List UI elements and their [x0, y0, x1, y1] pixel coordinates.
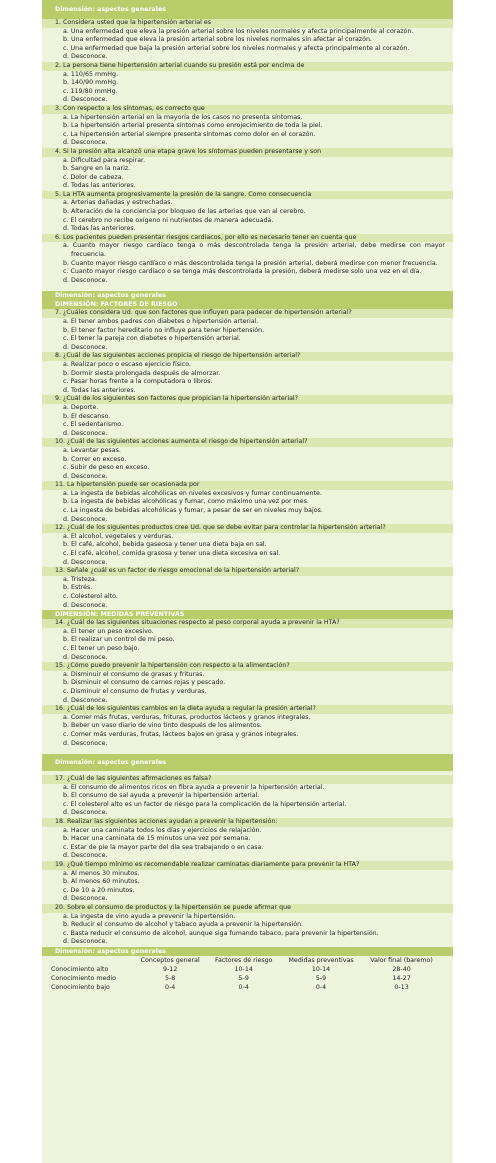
question-text: 19. ¿Qué tiempo mínimo es recomendable realizar caminatas diariamente para prevenir la HTA?: [42, 861, 453, 870]
answer-option: d. Desconoce.: [63, 472, 108, 480]
answer-option: a. La ingesta de bebidas alcohólicas en niveles excesivos y fumar continuamente.: [63, 489, 322, 497]
section-header-general-3: Dimensión: aspectos generales: [42, 754, 453, 771]
answer-option: a. Deporte.: [63, 403, 99, 411]
answer-option: b. Hacer una caminata de 15 minutos una vez por semana.: [63, 835, 251, 843]
table-row: [51, 965, 441, 974]
answer-option: b. Al menos 60 minutos.: [63, 878, 140, 886]
answer-option: a. Comer más frutas, verduras, frituras, productos lácteos y granos integrales.: [63, 713, 311, 721]
answer-option: b. Cuanto mayor riesgo cardíaco o más descontrolada tenga la presión arterial, deberá medirse con menor frecuencia.: [63, 259, 438, 267]
answer-option: b. La hipertensión arterial presenta síntomas como enrojecimiento de toda la piel.: [63, 122, 323, 130]
table-cell: 0-13: [394, 983, 409, 991]
answer-option: b. El café, alcohol, bebida gaseosa y tener una dieta baja en sal.: [63, 541, 267, 549]
answer-option: c. Basta reducir el consumo de alcohol, aunque siga fumando tabaco, para prevenir la hipertensión.: [63, 929, 379, 937]
answer-option: b. Disminuir el consumo de carnes rojas y pescado.: [63, 679, 226, 687]
question-text: 10. ¿Cuál de las siguientes acciones aumenta el riesgo de hipertensión arterial?: [42, 438, 453, 447]
answer-option: a. Arterias dañadas y estrechadas.: [63, 199, 173, 207]
questionnaire-sheet: [42, 0, 453, 1163]
question-text: 3. Con respecto a los síntomas, es correcto que: [42, 105, 453, 114]
answer-option: a. Cuanto mayor riesgo cardíaco tenga o más descontrolada tenga la presión arterial, debe medirse con mayor frecuencia.: [63, 242, 445, 259]
question-text: 6. Los pacientes pueden presentar riesgos cardíacos, por ello es necesario tener en cuenta que: [42, 234, 453, 243]
table-cell: 10-14: [234, 965, 253, 973]
answer-option: b. Beber un vaso diario de vino tinto después de los alimentos.: [63, 722, 262, 730]
answer-option: b. La ingesta de bebidas alcohólicas y fumar, como máximo una vez por mes.: [63, 498, 309, 506]
question-text: 12. ¿Cuál de los siguientes productos cree Ud. que se debe evitar para controlar la hipertensión arterial?: [42, 524, 453, 533]
column-header: [51, 956, 133, 965]
answer-option: d. Desconoce.: [63, 139, 108, 147]
answer-option: c. Colesterol alto.: [63, 593, 118, 600]
answer-option: a. Levantar pesas.: [63, 446, 121, 454]
table-cell: 0-4: [315, 983, 327, 991]
question-text: 18. Realizar las siguientes acciones ayudan a prevenir la hipertensión:: [42, 818, 453, 827]
table-row: [51, 983, 441, 992]
answer-option: c. Pasar horas frente a la computadora o libros.: [63, 378, 213, 386]
answer-option: c. 119/80 mmHg.: [63, 87, 118, 95]
answer-option: d. Todas las anteriores.: [63, 182, 136, 190]
question-text: 16. ¿Cuál de los siguientes cambios en la dieta ayuda a regular la presión arterial?: [42, 705, 453, 714]
answer-option: d. Desconoce.: [63, 739, 108, 747]
answer-option: d. Desconoce.: [63, 96, 108, 104]
scoring-table: [51, 956, 441, 992]
answer-option: b. El descanso.: [63, 412, 111, 420]
row-label: Conocimiento alto: [51, 965, 109, 973]
answer-option: d. Desconoce.: [63, 895, 108, 903]
answer-option: b. El tener factor hereditario no influye para tener hipertensión.: [63, 326, 265, 334]
answer-option: c. El sedentarismo.: [63, 421, 124, 429]
answer-option: a. Dificultad para respirar.: [63, 156, 146, 164]
row-label: Conocimiento medio: [51, 974, 116, 982]
table-cell: 5-8: [165, 974, 176, 982]
answer-option: b. El realizar un control de mi peso.: [63, 636, 175, 644]
answer-option: a. Disminuir el consumo de grasas y frituras.: [63, 670, 205, 678]
answer-option: a. El tener ambos padres con diabetes o hipertensión arterial.: [63, 318, 259, 325]
answer-option: c. El cerebro no recibe oxígeno ni nutrientes de manera adecuada.: [63, 216, 274, 224]
question-text: 4. Si la presión alta alcanzó una etapa grave los síntomas pueden presentarse y son: [42, 148, 453, 157]
question-text: 1. Considera usted que la hipertensión arterial es: [42, 19, 453, 28]
answer-option: a. Realizar poco o escaso ejercicio físico.: [63, 360, 191, 368]
question-block: [42, 309, 453, 610]
answer-option: a. Hacer una caminata todos los días y ejercicios de relajación.: [63, 826, 262, 834]
answer-option: d. Todas las anteriores.: [63, 386, 136, 394]
table-cell: 10-14: [311, 965, 331, 973]
answer-option: d. Desconoce.: [63, 343, 108, 351]
answer-option: d. Desconoce.: [63, 852, 108, 860]
answer-option: d. Desconoce.: [63, 558, 108, 566]
question-text: 13. Señale ¿cuál es un factor de riesgo emocional de la hipertensión arterial?: [42, 567, 453, 576]
question-text: 8. ¿Cuál de las siguientes acciones propicia el riesgo de hipertensión arterial?: [42, 352, 453, 361]
question-text: 15. ¿Cómo puedo prevenir la hipertensión con respecto a la alimentación?: [42, 662, 453, 671]
answer-option: d. Desconoce.: [63, 53, 108, 61]
question-text: 14. ¿Cuál de las siguientes situaciones respecto al peso corporal ayuda a prevenir la HTA?: [42, 619, 453, 628]
answer-option: d. Desconoce.: [63, 515, 108, 523]
question-block: [42, 619, 453, 748]
answer-option: c. Comer más verduras, frutas, lácteos bajos en grasa y granos integrales.: [63, 730, 299, 738]
question-text: 2. La persona tiene hipertensión arterial cuando su presión está por encima de: [42, 62, 453, 71]
question-text: 11. La hipertensión puede ser ocasionada por: [42, 481, 453, 490]
section-header-general: Dimensión: aspectos generales: [42, 0, 453, 19]
answer-option: c. El tener un peso bajo.: [63, 644, 140, 652]
answer-option: d. Desconoce.: [63, 696, 108, 704]
answer-option: d. Desconoce.: [63, 276, 108, 284]
section-header-general-4: Dimensión: aspectos generales: [42, 947, 453, 956]
table-cell: 9-12: [163, 965, 178, 973]
question-block: [42, 775, 453, 947]
answer-option: b. Alteración de la conciencia por bloqueo de las arterias que van al cerebro.: [63, 208, 306, 216]
answer-option: a. Una enfermedad que eleva la presión arterial sobre los niveles normales y afecta principalmente al corazón.: [63, 27, 414, 35]
table-cell: 5-9: [315, 974, 327, 982]
answer-option: c. Una enfermedad que baja la presión arterial sobre los niveles normales y afecta principalmente al corazón.: [63, 44, 410, 52]
table-cell: 28-40: [392, 965, 411, 973]
answer-option: c. El tener la pareja con diabetes o hipertensión arterial.: [63, 335, 241, 343]
answer-option: a. El tener un peso excesivo.: [63, 627, 154, 635]
table-header-row: [51, 956, 441, 965]
column-header: Medidas preventivas: [288, 956, 354, 964]
answer-option: c. El colesterol alto es un factor de riesgo para la complicación de la hipertensión arterial.: [63, 800, 347, 808]
answer-option: d. Desconoce.: [63, 809, 108, 817]
answer-option: c. Dolor de cabeza.: [63, 173, 124, 181]
answer-option: b. Correr en exceso.: [63, 455, 127, 463]
answer-option: c. El café, alcohol, comida grasosa y tener una dieta excesiva en sal.: [63, 550, 281, 558]
answer-option: b. El consumo de sal ayuda a prevenir la hipertensión arterial.: [63, 792, 260, 800]
answer-option: d. Desconoce.: [63, 938, 108, 946]
column-header: Conceptos general: [140, 956, 200, 964]
table-cell: 5-9: [238, 974, 249, 982]
section-header-risk-factors: DIMENSIÓN: FACTORES DE RIESGO: [42, 300, 453, 309]
answer-option: a. El alcohol, vegetales y verduras.: [63, 532, 174, 540]
answer-option: c. La ingesta de bebidas alcohólicas y fumar, a pesar de ser en niveles muy bajos.: [63, 507, 323, 515]
answer-option: a. Tristeza.: [63, 575, 97, 583]
table-cell: 0-4: [165, 983, 176, 991]
answer-option: d. Desconoce.: [63, 653, 108, 661]
table-row: [51, 974, 441, 983]
column-header: Valor final (baremo): [370, 956, 433, 964]
question-text: 20. Sobre el consumo de productos y la hipertensión se puede afirmar que: [42, 904, 453, 913]
answer-option: a. 110/65 mmHg.: [63, 70, 119, 78]
answer-option: b. Dormir siesta prolongada después de almorzar.: [63, 369, 221, 377]
answer-option: a. Al menos 30 minutos.: [63, 869, 140, 877]
table-cell: 14-27: [392, 974, 411, 982]
answer-option: a. La hipertensión arterial en la mayoría de los casos no presenta síntomas.: [63, 113, 303, 121]
question-text: 17. ¿Cuál de las siguientes afirmaciones es falsa?: [42, 775, 453, 784]
row-label: Conocimiento bajo: [51, 983, 110, 991]
answer-option: b. Una enfermedad que eleva la presión arterial sobre los niveles normales sin afectar al corazón.: [63, 36, 372, 44]
answer-option: c. Estar de pie la mayor parte del día sea trabajando o en casa.: [63, 843, 264, 851]
answer-option: c. De 10 a 20 minutos.: [63, 886, 135, 894]
answer-option: d. Todas las anteriores.: [63, 225, 136, 233]
question-text: 5. La HTA aumenta progresivamente la presión de la sangre. Como consecuencia: [42, 191, 453, 200]
answer-option: a. El consumo de alimentos ricos en fibra ayuda a prevenir la hipertensión arterial.: [63, 783, 325, 791]
answer-option: b. 140/90 mmHg.: [63, 79, 119, 87]
answer-option: c. Disminuir el consumo de frutas y verduras.: [63, 687, 207, 695]
answer-option: c. Cuanto mayor riesgo cardíaco o se tenga más descontrolada la presión, deberá medirse solo una vez en el día.: [63, 268, 422, 276]
section-header-preventive: DIMENSIÓN: MEDIDAS PREVENTIVAS: [42, 610, 453, 619]
table-cell: 0-4: [238, 983, 249, 991]
column-header: Factores de riesgo: [214, 956, 273, 964]
answer-option: b. Sangre en la nariz.: [63, 165, 131, 173]
answer-option: a. La ingesta de vino ayuda a prevenir la hipertensión.: [63, 912, 236, 920]
answer-option: b. Reducir el consumo de alcohol y tabaco ayuda a prevenir la hipertensión.: [63, 921, 304, 929]
answer-option: d. Desconoce.: [63, 601, 108, 609]
question-text: 7. ¿Cuáles considera Ud. que son factores que influyen para padecer de hipertensión arterial?: [42, 309, 453, 318]
answer-option: d. Desconoce.: [63, 429, 108, 437]
answer-option: b. Estrés.: [63, 584, 93, 592]
question-block: [42, 19, 453, 285]
section-header-general-2: Dimensión: aspectos generales: [42, 291, 453, 300]
answer-option: c. Subir de peso en exceso.: [63, 464, 150, 472]
question-text: 9. ¿Cuál de los siguientes son factores que propician la hipertensión arterial?: [42, 395, 453, 404]
answer-option: c. La hipertensión arterial siempre presenta síntomas como dolor en el corazón.: [63, 130, 316, 138]
